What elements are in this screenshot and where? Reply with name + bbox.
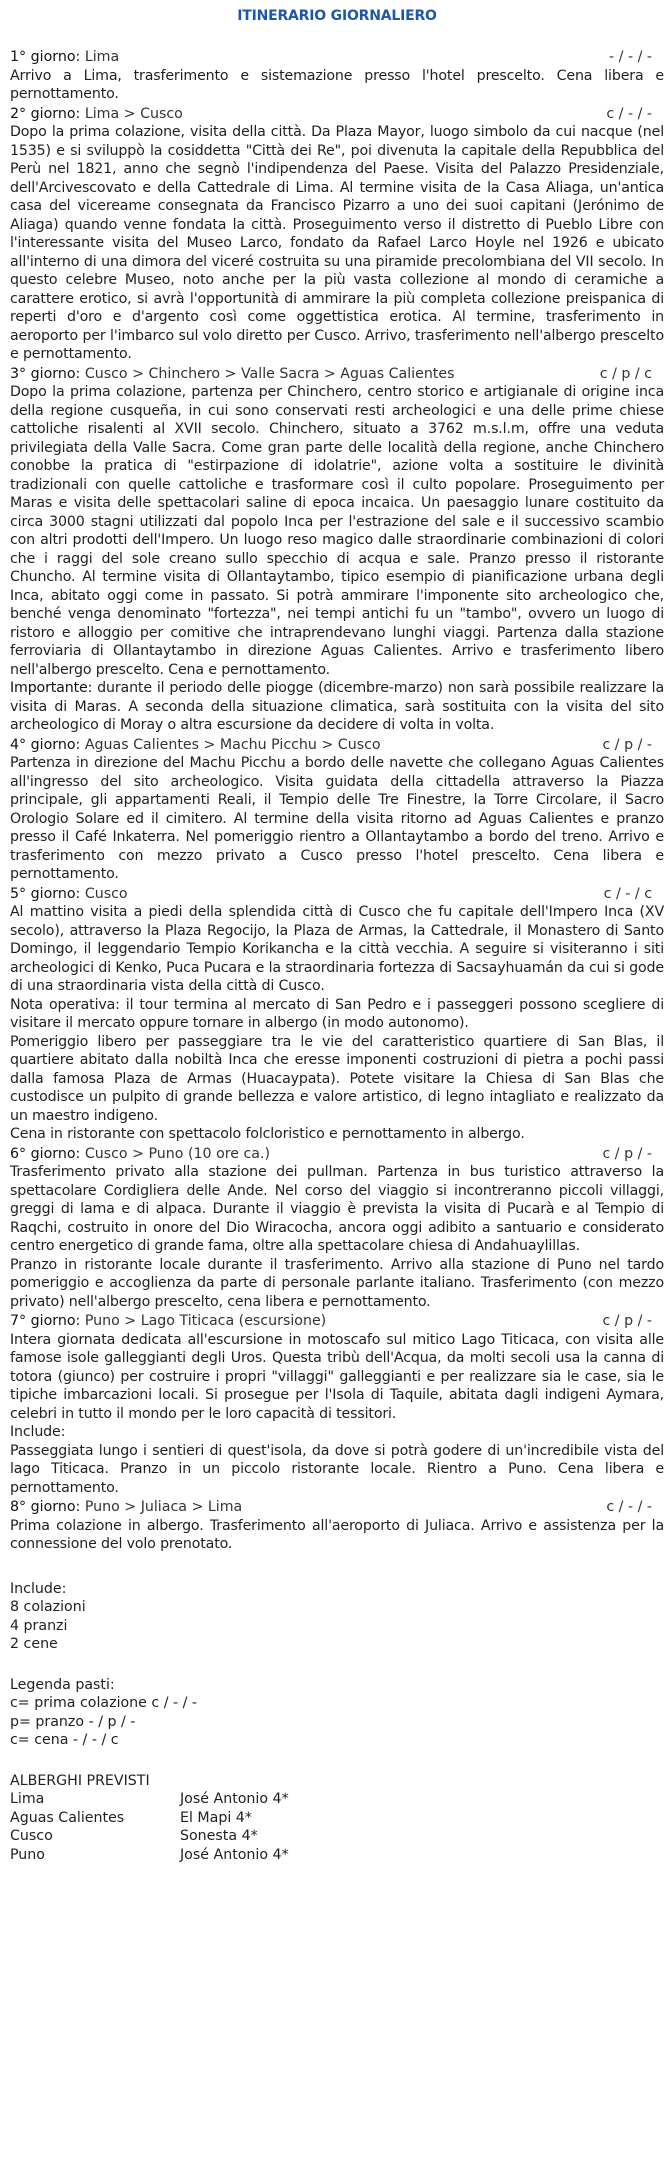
- includes-item: 2 cene: [10, 1636, 58, 1652]
- legend-title: Legenda pasti:: [10, 1676, 115, 1693]
- hotel-city: Cusco: [10, 1828, 53, 1844]
- day-paragraph: Nota operativa: il tour termina al mercato di San Pedro e i passeggeri possono scegliere di visitare il mercato oppure tornare in albergo (in modo autonomo).: [10, 996, 664, 1031]
- day-header: [10, 365, 664, 384]
- day-paragraph: Dopo la prima colazione, visita della città. Da Plaza Mayor, luogo simbolo da cui nacque (nel 1535) e si sviluppò la cosiddetta "Città dei Re", poi divenuta la capitale della Repubblica del Perù nel 1821, anno che segnò l'indipendenza del Paese. Visita del Palazzo Presidenziale, dell'Arcivescovato e della Cattedrale di Lima. Al termine visita de la Casa Aliaga, un'antica casa del vicereame consegnata da Francisco Pizarro a uno dei suoi capitani (Jerónimo de Aliaga) quando venne fondata la città. Proseguimento verso il distretto di Pueblo Libre con l'interessante visita del Museo Larco, fondato da Rafael Larco Hoyle nel 1926 e ubicato all'interno di una dimora del viceré costruita su una piramide precolombiana del VII secolo. In questo celebre Museo, noto anche per la più vasta collezione al mondo di ceramiche a carattere erotico, si avrà l'opportunità di ammirare la più completa collezione preispanica di reperti d'oro e d'argento così come oggettistica erotica. Al termine, trasferimento in aeroporto per l'imbarco sul volo diretto per Cusco. Arrivo, trasferimento nell'albergo prescelto e pernottamento.: [10, 124, 664, 362]
- day-paragraph: Trasferimento privato alla stazione dei pullman. Partenza in bus turistico attraverso la spettacolare Cordigliera delle Ande. Nel corso del viaggio si incontreranno piccoli villaggi, greggi di lama e di alpaca. Durante il viaggio è prevista la visita di Pucarà e al Tempio di Raqchi, costruito in onore del Dio Wiracocha, ancora oggi adibito a santuario e considerato centro energetico di grande fama, oltre alla spettacolare chiesa di Andahuaylillas.: [10, 1164, 664, 1254]
- day-header: [10, 1498, 664, 1517]
- meal-legend: [10, 1676, 664, 1750]
- hotel-row: [10, 1790, 664, 1809]
- day-label: 8° giorno:: [10, 1499, 81, 1515]
- hotel-city: Lima: [10, 1791, 45, 1807]
- day-1: [10, 48, 664, 104]
- day-meals: c / p / c: [599, 365, 652, 382]
- day-2: [10, 105, 664, 364]
- day-label: 7° giorno:: [10, 1313, 81, 1329]
- day-route: Cusco > Puno (10 ore ca.): [84, 1145, 271, 1162]
- hotel-city: Puno: [10, 1846, 45, 1863]
- day-paragraph: Prima colazione in albergo. Trasferimento all'aeroporto di Juliaca. Arrivo e assistenza per la connessione del volo prenotato.: [10, 1517, 664, 1552]
- day-6: [10, 1145, 664, 1312]
- includes-title: Include:: [10, 1580, 67, 1597]
- hotel-row: [10, 1809, 664, 1828]
- day-paragraph: Pomeriggio libero per passeggiare tra le vie del caratteristico quartiere di San Blas, il quartiere abitato dalla nobiltà Inca che eresse imponenti costruzioni di pietra a pochi passi dalla famosa Plaza de Armas (Huacaypata). Potete visitare la Chiesa di San Blas che custodisce un pulpito di grande bellezza e valore artistico, di legno intagliato e realizzato da un maestro indigeno.: [10, 1033, 664, 1124]
- day-8: [10, 1498, 664, 1554]
- day-4: [10, 736, 664, 884]
- important-note: [10, 679, 664, 735]
- day-label: 1° giorno:: [10, 49, 81, 65]
- note-label: Importante:: [10, 680, 93, 696]
- hotel-name: Sonesta 4*: [180, 1828, 258, 1844]
- day-label: 2° giorno:: [10, 105, 81, 122]
- day-meals: - / - / -: [609, 49, 652, 65]
- day-route: Lima > Cusco: [84, 105, 183, 122]
- day-paragraph: Arrivo a Lima, trasferimento e sistemazione presso l'hotel prescelto. Cena libera e pernottamento.: [10, 67, 664, 102]
- hotel-name: El Mapi 4*: [180, 1809, 252, 1826]
- day-meals: c / - / -: [606, 105, 652, 122]
- day-label: 3° giorno:: [10, 365, 81, 382]
- day-paragraph: Passeggiata lungo i sentieri di quest'isola, da dove si potrà godere di un'incredibile vista del lago Titicaca. Pranzo in un piccolo ristorante locale. Rientro a Puno. Cena libera e pernottamento.: [10, 1442, 664, 1496]
- hotels-section: [10, 1772, 664, 1865]
- day-route: Lima: [84, 49, 120, 65]
- hotel-name: José Antonio 4*: [180, 1791, 289, 1807]
- page-title: ITINERARIO GIORNALIERO: [237, 8, 437, 24]
- legend-item: c= prima colazione c / - / -: [10, 1695, 198, 1711]
- day-5: [10, 885, 664, 1144]
- day-meals: c / p / -: [602, 1145, 652, 1162]
- note-text: durante il periodo delle piogge (dicembre-marzo) non sarà possibile realizzare la visita di Maras. A seconda della situazione climatica, sarà sostituita con la visita del sito archeologico di Moray o altra escursione da decidere di volta in volta.: [10, 680, 664, 733]
- includes-item: 8 colazioni: [10, 1599, 86, 1615]
- day-label: 5° giorno:: [10, 885, 81, 902]
- day-header: [10, 1145, 664, 1164]
- day-paragraph: Intera giornata dedicata all'escursione in motoscafo sul mitico Lago Titicaca, con visita alle famose isole galleggianti degli Uros. Questa tribù dell'Acqua, da molti secoli usa la canna di totora (giunco) per costruire i propri "villaggi" galleggianti e per realizzare sia le case, sia le tipiche imbarcazioni locali. Si prosegue per l'Isola di Taquile, abitata dagli indigeni Aymara, celebri in tutto il mondo per le loro capacità di tessitori.: [10, 1331, 664, 1422]
- day-meals: c / p / -: [602, 736, 652, 753]
- hotel-city: Aguas Calientes: [10, 1809, 125, 1826]
- hotel-row: [10, 1846, 664, 1865]
- day-subheading: Include:: [10, 1424, 66, 1440]
- day-3: [10, 365, 664, 735]
- legend-item: c= cena - / - / c: [10, 1732, 119, 1748]
- day-label: 4° giorno:: [10, 736, 81, 753]
- hotels-title: ALBERGHI PREVISTI: [10, 1772, 150, 1789]
- day-paragraph: Pranzo in ristorante locale durante il trasferimento. Arrivo alla stazione di Puno nel tardo pomeriggio e accoglienza da parte di personale parlante italiano. Trasferimento (con mezzo privato) nell'albergo prescelto, cena libera e pernottamento.: [10, 1256, 664, 1310]
- day-paragraph: Al mattino visita a piedi della splendida città di Cusco che fu capitale dell'Impero Inca (XV secolo), attraverso la Plaza Regocijo, la Plaza de Armas, la Cattedrale, il Monastero di Santo Domingo, il leggendario Tempio Korikancha e la città vecchia. A seguire si visiteranno i siti archeologici di Kenko, Puca Pucara e la straordinaria fortezza di Sacsayhuamán da cui si gode di una straordinaria vista della città di Cusco.: [10, 904, 664, 994]
- day-route: Aguas Calientes > Machu Picchu > Cusco: [84, 736, 381, 753]
- day-meals: c / p / -: [602, 1313, 652, 1329]
- day-route: Cusco > Chinchero > Valle Sacra > Aguas Calientes: [84, 365, 455, 382]
- day-route: Cusco: [84, 885, 128, 902]
- day-meals: c / - / c: [603, 885, 652, 902]
- hotel-name: José Antonio 4*: [180, 1846, 289, 1863]
- day-7: [10, 1312, 664, 1497]
- day-header: [10, 736, 664, 755]
- includes-section: [10, 1580, 664, 1654]
- hotel-row: [10, 1827, 664, 1846]
- day-header: [10, 48, 664, 67]
- day-header: [10, 1312, 664, 1331]
- day-paragraph: Partenza in direzione del Machu Picchu a bordo delle navette che collegano Aguas Calientes all'ingresso del sito archeologico. Visita guidata della cittadella attraverso la Piazza principale, gli appartamenti Reali, il Tempio delle Tre Finestre, la Torre Circolare, il Sacro Orologio Solare ed il cimitero. Al termine della visita ritorno ad Aguas Calientes e pranzo presso il Café Inkaterra. Nel pomeriggio rientro a Ollantaytambo a bordo del treno. Arrivo e trasferimento con mezzo privato a Cusco presso l'hotel prescelto. Cena libera e pernottamento.: [10, 755, 664, 882]
- day-paragraph: Dopo la prima colazione, partenza per Chinchero, centro storico e artigianale di origine inca della regione cusqueña, in cui sono conservati resti archeologici e una delle prime chiese cattoliche risalenti al XVII secolo. Chinchero, situato a 3762 m.s.l.m, offre una veduta privilegiata della Valle Sacra. Come gran parte delle località della regione, anche Chinchero conobbe la pratica di "estirpazione di idolatrie", azione volta a sostituire le divinità tradizionali con quelle cattoliche e trasformare così il culto popolare. Proseguimento per Maras e visita delle spettacolari saline di epoca incaica. Un paesaggio lunare costituito da circa 3000 stagni utilizzati dal popolo Inca per l'estrazione del sale e il successivo scambio con altri prodotti dell'Impero. Un luogo reso magico dalle straordinarie combinazioni di colori che i raggi del sole creano sullo specchio di acqua e sale. Pranzo presso il ristorante Chuncho. Al termine visita di Ollantaytambo, tipico esempio di pianificazione urbana degli Inca, abitato oggi come in passato. Si potrà ammirare l'imponente sito archeologico che, benché venga denominato "fortezza", nei tempi antichi fu un "tambo", ovvero un luogo di ristoro e alloggio per comitive che intraprendevano lunghi viaggi. Partenza dalla stazione ferroviaria di Ollantaytambo in direzione Aguas Calientes. Arrivo e trasferimento libero nell'albergo prescelto. Cena e pernottamento.: [10, 384, 664, 678]
- legend-item: p= pranzo - / p / -: [10, 1713, 136, 1730]
- day-route: Puno > Lago Titicaca (escursione): [84, 1313, 327, 1329]
- day-meals: c / - / -: [606, 1499, 652, 1515]
- day-label: 6° giorno:: [10, 1145, 81, 1162]
- includes-item: 4 pranzi: [10, 1617, 68, 1634]
- day-header: [10, 885, 664, 904]
- day-header: [10, 105, 664, 124]
- day-paragraph: Cena in ristorante con spettacolo folcloristico e pernottamento in albergo.: [10, 1126, 525, 1142]
- day-route: Puno > Juliaca > Lima: [84, 1499, 243, 1515]
